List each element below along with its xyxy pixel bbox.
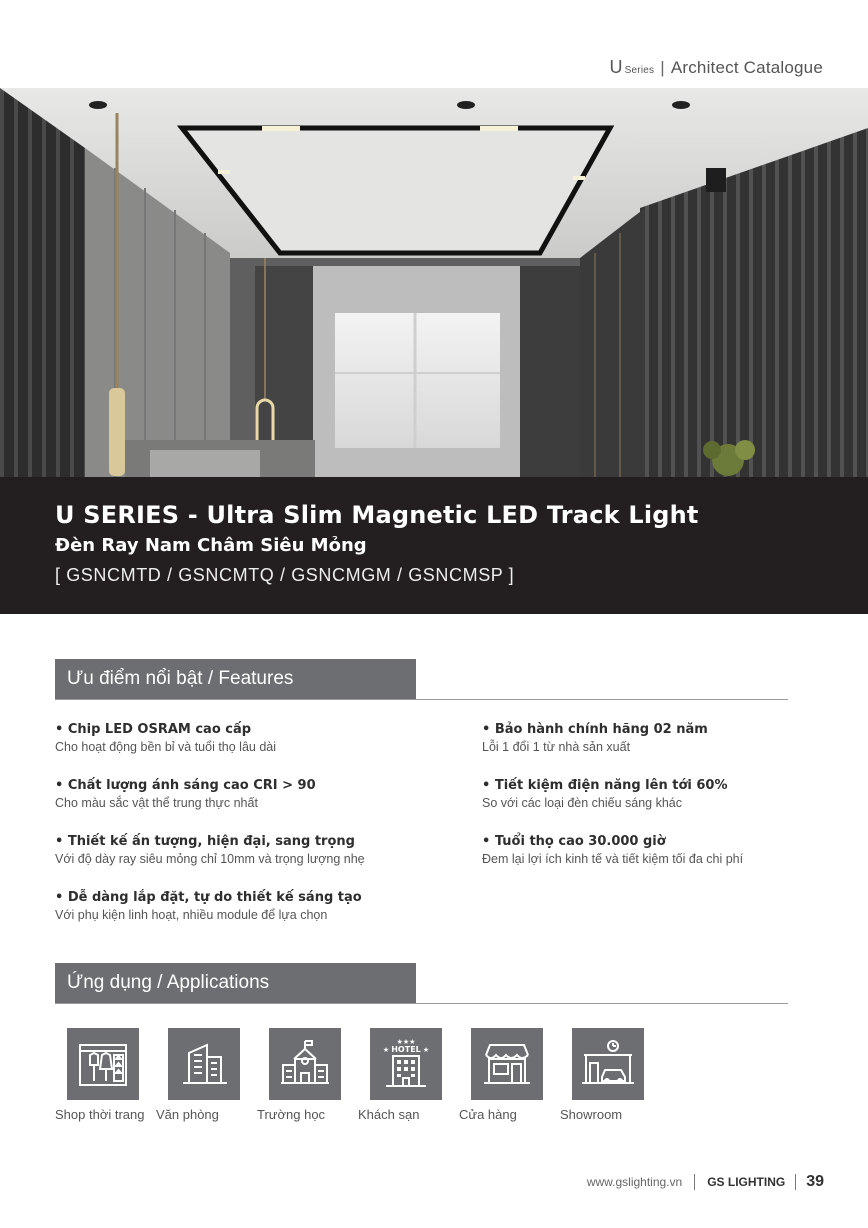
application-item — [156, 1028, 256, 1122]
features-heading: Ưu điểm nổi bật / Features — [55, 659, 416, 699]
application-item — [257, 1028, 357, 1122]
svg-text:★★★: ★★★ — [396, 1038, 416, 1046]
feature-title: • Chip LED OSRAM cao cấp — [55, 722, 252, 737]
feature-desc: Với phụ kiện linh hoạt, nhiều module để lựa chọn — [55, 908, 328, 922]
page-footer — [587, 1173, 824, 1191]
application-label: Shop thời trang — [55, 1107, 145, 1122]
product-title: U SERIES - Ultra Slim Magnetic LED Track Light — [55, 501, 699, 529]
feature-title: • Tuổi thọ cao 30.000 giờ — [482, 834, 666, 849]
office-building-icon — [168, 1028, 240, 1100]
feature-title: • Tiết kiệm điện năng lên tới 60% — [482, 778, 728, 793]
feature-desc: Cho màu sắc vật thể trung thực nhất — [55, 796, 258, 810]
hero-bedroom-image — [0, 88, 868, 477]
feature-desc: So với các loại đèn chiếu sáng khác — [482, 796, 682, 810]
product-codes: [ GSNCMTD / GSNCMTQ / GSNCMGM / GSNCMSP ] — [55, 565, 515, 585]
feature-desc: Cho hoạt động bền bỉ và tuổi thọ lâu dài — [55, 740, 277, 754]
product-title-band — [0, 477, 868, 614]
page-number: 39 — [806, 1173, 824, 1190]
showroom-icon — [572, 1028, 644, 1100]
header-divider: | — [660, 58, 665, 77]
feature-item — [482, 722, 862, 754]
feature-item — [482, 778, 862, 810]
svg-text:★: ★ — [382, 1046, 390, 1054]
application-label: Trường học — [257, 1107, 326, 1122]
feature-title: • Bảo hành chính hãng 02 năm — [482, 722, 708, 737]
catalogue-title: Architect Catalogue — [670, 58, 823, 77]
fashion-shop-icon — [67, 1028, 139, 1100]
svg-text:★: ★ — [422, 1046, 430, 1054]
applications-heading: Ứng dụng / Applications — [55, 963, 416, 1003]
feature-desc: Với độ dày ray siêu mỏng chỉ 10mm và trọng lượng nhẹ — [55, 852, 365, 866]
feature-item — [55, 722, 435, 754]
brand-name: GS LIGHTING — [707, 1175, 786, 1189]
features-section-header — [55, 659, 788, 700]
application-item — [358, 1028, 458, 1122]
feature-desc: Đem lại lợi ích kinh tế và tiết kiệm tối đa chi phí — [482, 852, 744, 866]
application-item — [560, 1028, 660, 1122]
product-subtitle: Đèn Ray Nam Châm Siêu Mỏng — [55, 535, 367, 556]
hotel-icon — [370, 1028, 442, 1100]
website-url[interactable]: www.gslighting.vn — [586, 1175, 683, 1189]
feature-item — [55, 834, 435, 866]
store-icon — [471, 1028, 543, 1100]
series-letter: U — [609, 57, 623, 77]
feature-title: • Chất lượng ánh sáng cao CRI > 90 — [55, 778, 316, 793]
application-item — [55, 1028, 155, 1122]
feature-title: • Dễ dàng lắp đặt, tự do thiết kế sáng tạo — [55, 890, 362, 905]
application-label: Văn phòng — [156, 1107, 219, 1122]
applications-section-header — [55, 963, 788, 1004]
application-label: Cửa hàng — [459, 1107, 517, 1122]
school-icon — [269, 1028, 341, 1100]
application-label: Showroom — [560, 1107, 623, 1122]
catalogue-header — [609, 57, 823, 78]
series-label: Series — [624, 65, 655, 76]
hotel-sign-text: HOTEL — [391, 1045, 421, 1054]
feature-desc: Lỗi 1 đổi 1 từ nhà sản xuất — [482, 740, 631, 754]
application-label: Khách sạn — [358, 1107, 420, 1122]
feature-item — [55, 778, 435, 810]
footer-divider — [694, 1174, 695, 1190]
feature-title: • Thiết kế ấn tượng, hiện đại, sang trọng — [55, 834, 355, 849]
footer-divider — [795, 1174, 796, 1190]
feature-item — [482, 834, 862, 866]
feature-item — [55, 890, 435, 922]
application-item — [459, 1028, 559, 1122]
